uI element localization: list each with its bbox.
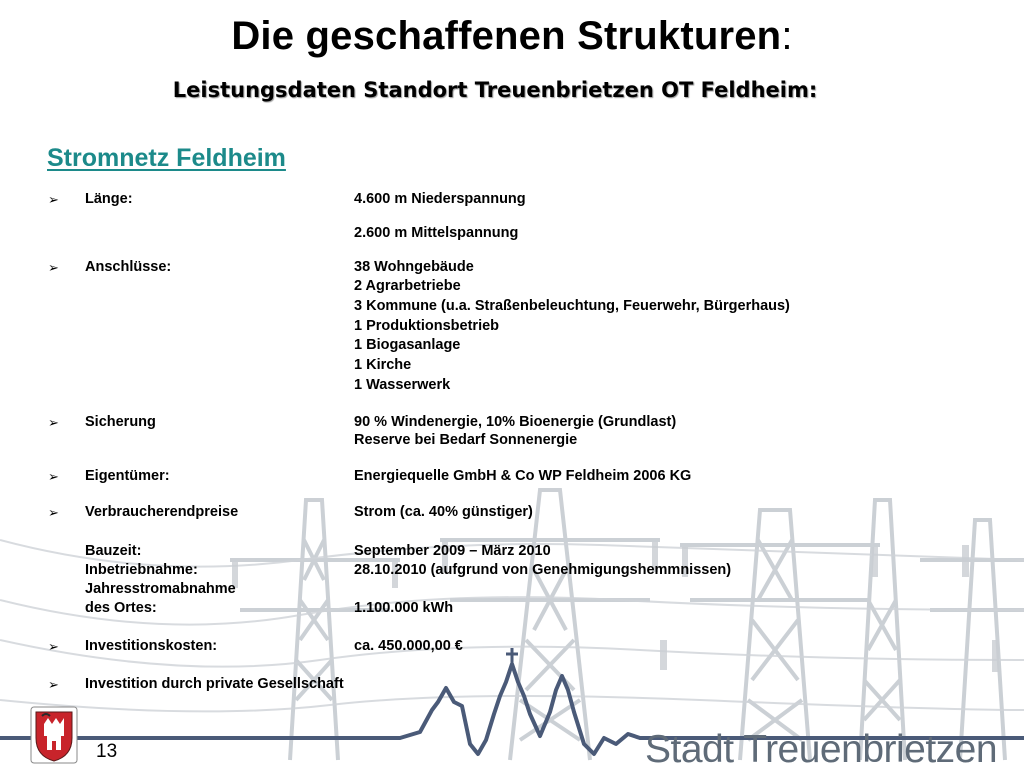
- city-logo-text: Stadt Treuenbrietzen: [645, 728, 998, 771]
- item-value: Strom (ca. 40% günstiger): [354, 504, 533, 520]
- slide-title-text: Die geschaffenen Strukturen: [231, 14, 782, 58]
- item-label: des Ortes:: [85, 600, 157, 616]
- bullet-arrow-icon: ➢: [48, 505, 59, 520]
- item-value: Reserve bei Bedarf Sonnenergie: [354, 432, 578, 448]
- item-label: Verbraucherendpreise: [85, 504, 239, 520]
- section-heading: Stromnetz Feldheim: [47, 144, 286, 172]
- bullet-arrow-icon: ➢: [48, 677, 59, 692]
- item-label: Länge:: [85, 191, 133, 207]
- item-value: 90 % Windenergie, 10% Bioenergie (Grundlast): [354, 414, 677, 430]
- bullet-arrow-icon: ➢: [48, 192, 59, 207]
- item-value: 4.600 m Niederspannung: [354, 191, 526, 207]
- item-label: Investitionskosten:: [85, 638, 218, 654]
- item-value: Energiequelle GmbH & Co WP Feldheim 2006 KG: [354, 468, 692, 484]
- item-label: Investition durch private Gesellschaft: [85, 676, 344, 692]
- page-number: 13: [96, 741, 118, 762]
- slide-subtitle: Leistungsdaten Standort Treuenbrietzen OT Feldheim:: [172, 78, 818, 102]
- item-label: Jahresstromabnahme: [85, 581, 236, 597]
- item-value: 1.100.000 kWh: [354, 600, 454, 616]
- bullet-arrow-icon: ➢: [48, 415, 59, 430]
- item-value: 38 Wohngebäude: [354, 259, 474, 275]
- bullet-arrow-icon: ➢: [48, 469, 59, 484]
- item-label: Eigentümer:: [85, 468, 170, 484]
- bullet-arrow-icon: ➢: [48, 639, 59, 654]
- item-value: September 2009 – März 2010: [354, 543, 551, 559]
- item-value: ca. 450.000,00 €: [354, 638, 463, 654]
- item-value: 2.600 m Mittelspannung: [354, 225, 519, 241]
- item-value: 1 Produktionsbetrieb: [354, 318, 500, 334]
- coat-of-arms-icon: [30, 706, 78, 764]
- item-value: 2 Agrarbetriebe: [354, 278, 461, 294]
- item-label: Bauzeit:: [85, 543, 142, 559]
- item-value: 1 Wasserwerk: [354, 377, 451, 393]
- item-label: Inbetriebnahme:: [85, 562, 198, 578]
- item-value: 1 Biogasanlage: [354, 337, 461, 353]
- item-label: Sicherung: [85, 414, 156, 430]
- item-value: 28.10.2010 (aufgrund von Genehmigungshemmnissen): [354, 562, 732, 578]
- item-value: 1 Kirche: [354, 357, 412, 373]
- slide-title-colon: :: [781, 14, 793, 58]
- bullet-arrow-icon: ➢: [48, 260, 59, 275]
- slide-title: [0, 14, 1024, 59]
- item-value: 3 Kommune (u.a. Straßenbeleuchtung, Feuerwehr, Bürgerhaus): [354, 298, 790, 314]
- item-label: Anschlüsse:: [85, 259, 172, 275]
